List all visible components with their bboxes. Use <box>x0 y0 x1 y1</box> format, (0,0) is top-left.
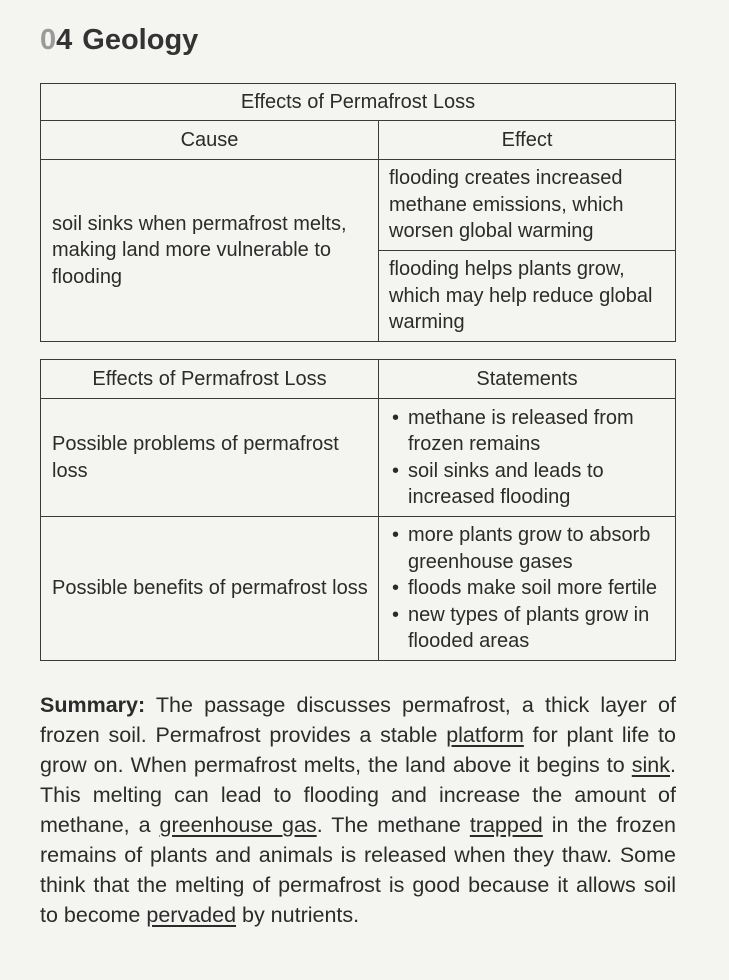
statements-header: Statements <box>379 360 676 399</box>
underlined-word-greenhouse-gas: greenhouse gas <box>159 813 317 837</box>
effects-header: Effects of Permafrost Loss <box>41 360 379 399</box>
summary-text: by nutrients. <box>236 903 360 927</box>
cause-effect-table <box>40 83 676 342</box>
summary-paragraph <box>40 690 676 930</box>
summary-text: . The methane <box>316 813 470 837</box>
summary-text: The passage discusses permafrost, a thick layer of frozen soil. Permafrost provides a stable <box>40 693 676 747</box>
summary-text: . This melting can lead to flooding and increase the amount of methane, a <box>40 753 676 837</box>
summary-text: for plant life to grow on. When permafrost melts, the land above it begins to <box>40 723 676 777</box>
effect-header: Effect <box>379 121 676 160</box>
table-row <box>41 399 676 517</box>
effect-cell-1: flooding creates increased methane emissions, which worsen global warming <box>379 160 676 251</box>
benefits-statements <box>379 517 676 661</box>
summary-label: Summary: <box>40 693 146 717</box>
statements-table <box>40 359 676 661</box>
cause-header: Cause <box>41 121 379 160</box>
underlined-word-pervaded: pervaded <box>146 903 237 927</box>
section-heading <box>40 24 198 57</box>
section-title: Geology <box>82 24 199 56</box>
problems-label: Possible problems of permafrost loss <box>41 399 379 517</box>
table-title: Effects of Permafrost Loss <box>41 84 676 121</box>
underlined-word-trapped: trapped <box>469 813 543 837</box>
cause-cell: soil sinks when permafrost melts, making land more vulnerable to flooding <box>41 160 379 342</box>
underlined-word-platform: platform <box>446 723 524 747</box>
list-item: • new types of plants grow in flooded areas <box>390 602 668 655</box>
list-item: • floods make soil more fertile <box>390 575 668 602</box>
benefits-label: Possible benefits of permafrost loss <box>41 517 379 661</box>
list-item: • soil sinks and leads to increased flooding <box>390 458 668 511</box>
effect-cell-2: flooding helps plants grow, which may help reduce global warming <box>379 251 676 342</box>
list-item: • methane is released from frozen remains <box>390 405 668 458</box>
section-number-zero: 0 <box>40 24 57 56</box>
underlined-word-sink: sink <box>631 753 671 777</box>
list-item: • more plants grow to absorb greenhouse gases <box>390 522 668 575</box>
section-number: 4 <box>56 24 73 56</box>
problems-statements <box>379 399 676 517</box>
table-row <box>41 517 676 661</box>
summary-text: in the frozen remains of plants and animals is released when they thaw. Some think that the melting of permafrost is good because it allows soil to become <box>40 813 676 927</box>
